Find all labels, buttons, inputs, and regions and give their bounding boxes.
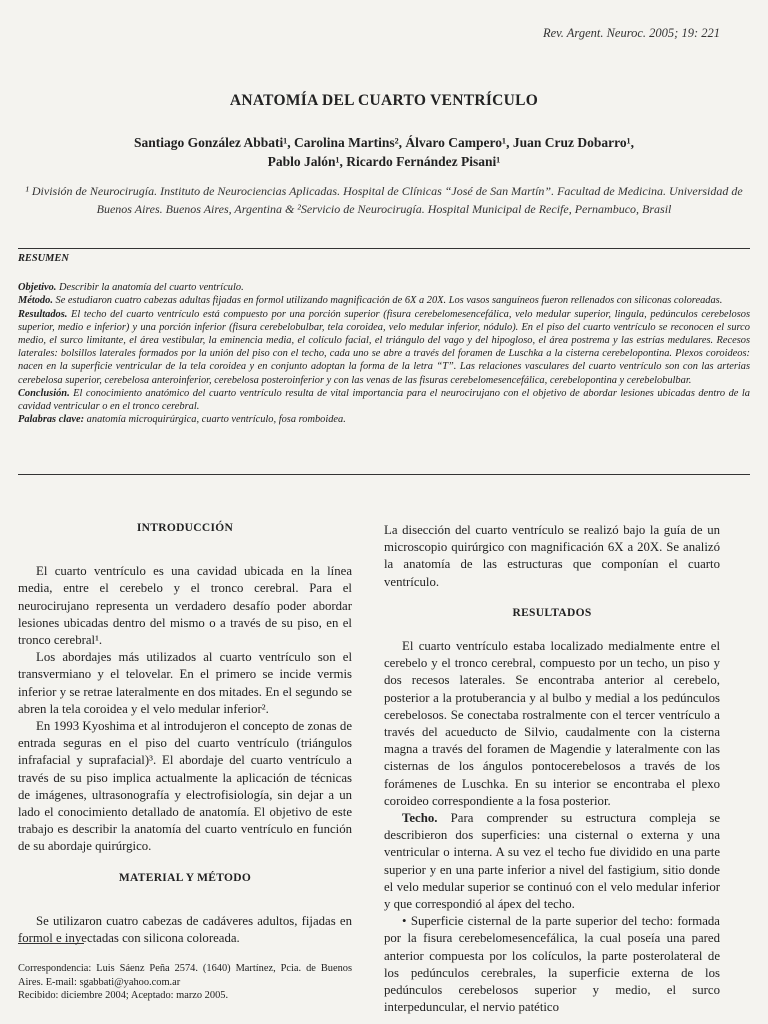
intro-paragraph-3: En 1993 Kyoshima et al introdujeron el concepto de zonas de entrada seguras en el piso del cuarto ventrículo (triángulos infrafacial y suprafacial)³. El abordaje del cuarto ventrículo a través de su piso implica actualmente la aplicación de técnicas de imágenes, ultrasonografía y electrofisiología, sin dejar a un lado el conocimiento detallado de anatomía. El objetivo de este trabajo es describir la anatomía del cuarto ventrículo en función de su abordaje quirúrgico. xyxy=(18,719,352,854)
metodo-label: Método. xyxy=(18,295,53,307)
objetivo-label: Objetivo. xyxy=(18,282,57,294)
intro-paragraph-1: El cuarto ventrículo es una cavidad ubicada en la línea media, entre el cerebelo y el tronco cerebral. Para el neurocirujano representa un verdadero desafío poder abordar lesiones ubicadas dentro del mismo o a través de su piso, en el tronco cerebral¹. xyxy=(18,564,352,648)
abstract-objetivo xyxy=(18,281,750,294)
footnote xyxy=(18,962,352,1003)
metodo-text: Se estudiaron cuatro cabezas adultas fijadas en formol utilizando magnificación de 6X a 20X. Los vasos sanguíneos fueron rellenados con siliconas coloreadas. xyxy=(52,295,723,307)
spacer xyxy=(18,856,352,870)
keywords-text: anatomía microquirúrgica, cuarto ventrículo, fosa romboidea. xyxy=(84,414,346,426)
abstract-resultados xyxy=(18,308,750,387)
method-paragraph-continued: La disección del cuarto ventrículo se realizó bajo la guía de un microscopio quirúrgico con magnificación 6X a 20X. Se analizó la anatomía de las estructuras que componían el cuarto ventrículo. xyxy=(384,523,720,589)
author-line-2: Pablo Jalón¹, Ricardo Fernández Pisani¹ xyxy=(267,154,501,169)
left-column xyxy=(18,520,352,947)
journal-reference: Rev. Argent. Neuroc. 2005; 19: 221 xyxy=(542,26,720,40)
spacer xyxy=(18,549,352,563)
article-title: ANATOMÍA DEL CUARTO VENTRÍCULO xyxy=(229,92,539,109)
abstract-bottom-rule xyxy=(18,474,750,475)
conclusion-label: Conclusión. xyxy=(18,387,70,399)
footnote-rule xyxy=(18,943,84,944)
results-paragraph-1: El cuarto ventrículo estaba localizado medialmente entre el cerebelo y el tronco cerebral, compuesto por un techo, un piso y dos recesos laterales. Se encontraba anterior al cerebelo, posterior a la protuberancia y al bulbo y medial a los pedúnculos cerebelosos. Se conectaba rostralmente con el tercer ventrículo a través del acueducto de Silvio, caudalmente con la cisterna magna a través del foramen de Magendie y lateralmente con las cisternas de los ángulos pontocerebelosos a través de los forámenes de Luschka. En su interior se encontraba el plexo coroideo correspondiente a la fosa posterior. xyxy=(384,639,720,808)
affiliation: ¹ División de Neurocirugía. Instituto de Neurociencias Aplicadas. Hospital de Clínicas “José de San Martín”. Facultad de Medicina. Universidad de Buenos Aires. Buenos Aires, Argentina & ²Servicio de Neurocirugía. Hospital Municipal de Recife, Pernambuco, Brasil xyxy=(25,184,743,216)
author-line-1: Santiago González Abbati¹, Carolina Martins², Álvaro Campero¹, Juan Cruz Dobarro¹, xyxy=(133,135,635,150)
method-paragraph: Se utilizaron cuatro cabezas de cadáveres adultos, fijadas en formol e inyectadas con silicona coloreada. xyxy=(18,913,352,946)
abstract-heading: RESUMEN xyxy=(18,253,69,264)
intro-paragraph-2: Los abordajes más utilizados al cuarto ventrículo son el transvermiano y el telovelar. En el primero se incide vermis inferior y se retrae lateralmente en dos mitades. En el segundo se abren la tela coroidea y el velo medular inferior². xyxy=(18,650,352,716)
received-dates: Recibido: diciembre 2004; Aceptado: marzo 2005. xyxy=(18,990,229,1002)
abstract-metodo xyxy=(18,294,750,307)
abstract-conclusion xyxy=(18,387,750,413)
right-column xyxy=(384,522,720,1016)
abstract-top-rule xyxy=(18,248,750,249)
abstract xyxy=(18,252,750,426)
keywords-label: Palabras clave: xyxy=(18,414,85,426)
author-list xyxy=(40,133,728,171)
objetivo-text: Describir la anatomía del cuarto ventrículo. xyxy=(56,282,244,294)
method-heading: MATERIAL Y MÉTODO xyxy=(118,871,252,884)
conclusion-text: El conocimiento anatómico del cuarto ventrículo resulta de vital importancia para el neurocirujano con el objetivo de abordar lesiones ubicadas dentro de la cavidad ventricular o en el tronco cerebral. xyxy=(18,387,750,413)
spacer xyxy=(384,591,720,605)
abstract-keywords xyxy=(18,413,750,426)
introduction-heading: INTRODUCCIÓN xyxy=(136,522,234,534)
resultados-text: El techo del cuarto ventrículo está compuesto por una porción superior (fisura cerebelomesencefálica, velo medular superior, lingula, pedúnculos cerebelosos superior, medio e inferior) y una porción inferior (fisura cerebelobulbar, tela coroidea, velo medular inferior, nódulo). En el piso del cuarto ventrículo se reconocen el surco medio, el surco limitante, el área vestibular, la eminencia media, el colículo facial, el triángulo del vago y del hipogloso, el área postrema y las estrías medulares. Recesos laterales: bolsillos laterales formados por la unión del piso con el techo, cada uno se abre a través del foramen de Luschka a la cisterna cerebelopontina. Plexos coroideos: nacen en la superficie ventricular de la tela coroidea y en conjunto adoptan la forma de la letra “T”. Las relaciones vasculares del cuarto ventrículo son con las arterias cerebelosa superior, cerebelosa anteroinferior, cerebelosa posteroinferior y con las venas de las fisuras cerebelomesencefálica, cerebelopontina y cerebelobulbar. xyxy=(18,308,750,386)
spacer xyxy=(18,899,352,913)
correspondence: Correspondencia: Luis Sáenz Peña 2574. (1640) Martínez, Pcia. de Buenos Aires. E-mail: sgabbati@yahoo.com.ar xyxy=(18,963,352,988)
techo-text: Para comprender su estructura compleja se describieron dos superficies: una cisternal o externa y una ventricular o interna. A su vez el techo fue dividido en una parte superior y en una parte inferior a nivel del fastigium, sitio donde el velo medular superior se continuó con el velo medular inferior y que correspondió al ápex del techo. xyxy=(384,811,720,912)
results-superficie-paragraph: • Superficie cisternal de la parte superior del techo: formada por la fisura cerebelomesencefálica, la cual poseía una pared anterior compuesta por los colículos, la parte posterolateral de los pedúnculos cerebrales, la superficie externa de los pedúnculos cerebelosos superior y medio, el surco interpeduncular, el nervio patético xyxy=(384,914,720,1015)
results-techo-paragraph xyxy=(384,810,720,913)
results-heading: RESULTADOS xyxy=(512,606,592,619)
techo-label: Techo. xyxy=(402,811,438,826)
resultados-label: Resultados. xyxy=(18,308,68,320)
